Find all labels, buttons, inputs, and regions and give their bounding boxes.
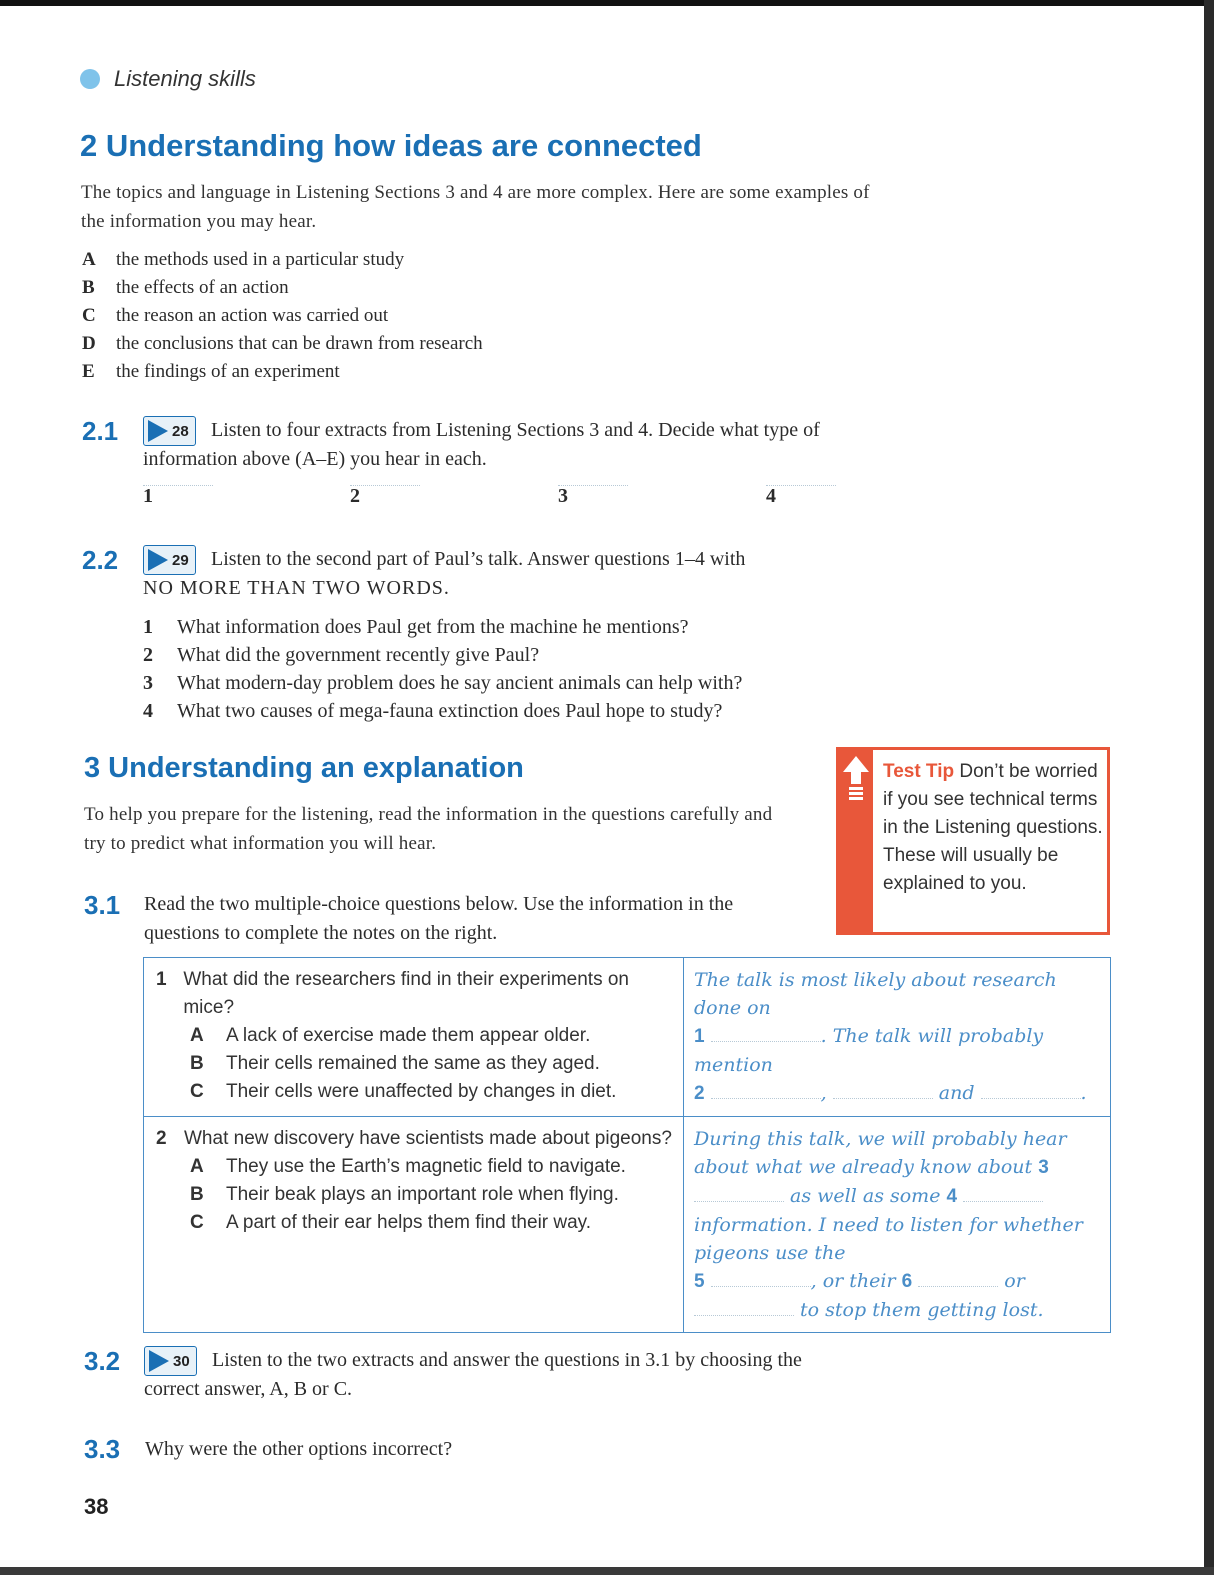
play-icon bbox=[148, 549, 168, 571]
list-item: C the reason an action was carried out bbox=[82, 305, 389, 326]
option-a[interactable]: A They use the Earth’s magnetic field to navigate. bbox=[190, 1156, 626, 1177]
blank-6b[interactable] bbox=[694, 1315, 794, 1316]
table-row bbox=[144, 1117, 1111, 1333]
notes-table bbox=[143, 957, 1111, 1333]
exercise-3-1-number: 3.1 bbox=[84, 890, 121, 920]
blank-2a[interactable] bbox=[711, 1098, 821, 1099]
exercise-3-2-number: 3.2 bbox=[84, 1346, 121, 1376]
list-item: E the findings of an experiment bbox=[82, 361, 340, 382]
lightbulb-arrow-icon bbox=[839, 750, 873, 820]
list-item: 3 What modern-day problem does he say ancient animals can help with? bbox=[143, 672, 743, 694]
notes-cell: During this talk, we will probably hear about what we already know about 3 as well as some 4 information. I need to listen for whether pigeons use the 5 , or their 6 or to stop them getting lost. bbox=[684, 1117, 1111, 1333]
list-item: B the effects of an action bbox=[82, 277, 289, 298]
top-edge bbox=[0, 0, 1214, 6]
blank-4[interactable] bbox=[963, 1201, 1043, 1202]
test-tip-text: Test Tip Don’t be worried if you see technical terms in the Listening questions. These will usually be explained to you. bbox=[883, 761, 1103, 894]
exercise-2-2-questions bbox=[143, 613, 742, 725]
list-item: 2 What did the government recently give Paul? bbox=[143, 644, 540, 666]
option-c[interactable]: C A part of their ear helps them find their way. bbox=[190, 1212, 592, 1233]
exercise-2-2-number: 2.2 bbox=[82, 545, 119, 575]
blank-5[interactable] bbox=[711, 1286, 811, 1287]
list-item: 1 What information does Paul get from the machine he mentions? bbox=[143, 616, 689, 638]
list-item: D the conclusions that can be drawn from research bbox=[82, 333, 483, 354]
section-label bbox=[80, 66, 256, 92]
audio-track-28-button[interactable]: 28 bbox=[143, 416, 196, 446]
test-tip-box bbox=[836, 747, 1110, 935]
bottom-edge bbox=[0, 1567, 1214, 1575]
table-row bbox=[144, 958, 1111, 1117]
bullet-dot-icon bbox=[80, 69, 100, 89]
audio-track-30-button[interactable]: 30 bbox=[144, 1346, 197, 1376]
question-cell: 1 What did the researchers find in their experiments on mice? A A lack of exercise made them appear older. B Their cells remained the same as they aged. C Their cells were unaffected by changes in diet. bbox=[144, 958, 684, 1117]
info-options-list bbox=[82, 246, 483, 386]
exercise-2-2-instructions-line1: Listen to the second part of Paul’s talk. Answer questions 1–4 with bbox=[211, 548, 746, 570]
question-cell: 2 What new discovery have scientists made about pigeons? A They use the Earth’s magnetic field to navigate. B Their beak plays an important role when flying. C A part of their ear helps them find their way. bbox=[144, 1117, 684, 1333]
option-a[interactable]: A A lack of exercise made them appear older. bbox=[190, 1025, 591, 1046]
section-2-intro: The topics and language in Listening Sections 3 and 4 are more complex. Here are some examples of the information you may hear. bbox=[81, 182, 870, 232]
option-c[interactable]: C Their cells were unaffected by changes in diet. bbox=[190, 1081, 617, 1102]
list-item: A the methods used in a particular study bbox=[82, 249, 405, 270]
exercise-3-3-number: 3.3 bbox=[84, 1434, 121, 1464]
tip-stripe bbox=[839, 750, 873, 932]
exercise-2-1-number: 2.1 bbox=[82, 416, 119, 446]
page-number: 38 bbox=[84, 1494, 109, 1519]
exercise-3-1-instructions: Read the two multiple-choice questions below. Use the information in the questions to complete the notes on the right. bbox=[144, 893, 734, 944]
section-3-title: 3 Understanding an explanation bbox=[84, 752, 524, 784]
blank-2b[interactable] bbox=[833, 1098, 933, 1099]
audio-track-29-button[interactable]: 29 bbox=[143, 545, 196, 575]
blank-2c[interactable] bbox=[981, 1098, 1081, 1099]
blank-3[interactable] bbox=[694, 1201, 784, 1202]
exercise-2-2-instructions-line2: NO MORE THAN TWO WORDS. bbox=[143, 577, 450, 599]
section-2-title: 2 Understanding how ideas are connected bbox=[80, 128, 702, 163]
right-edge bbox=[1204, 0, 1214, 1575]
notes-cell: The talk is most likely about research done on 1 . The talk will probably mention 2 , and . bbox=[684, 958, 1111, 1117]
blank-6a[interactable] bbox=[918, 1286, 998, 1287]
exercise-3-2-instructions: Listen to the two extracts and answer the questions in 3.1 by choosing the correct answer, A, B or C. bbox=[144, 1349, 802, 1400]
list-item: 4 What two causes of mega-fauna extinction does Paul hope to study? bbox=[143, 700, 723, 722]
option-b[interactable]: B Their cells remained the same as they aged. bbox=[190, 1053, 600, 1074]
blank-1[interactable] bbox=[711, 1041, 821, 1042]
section-label-text: Listening skills bbox=[114, 66, 256, 91]
exercise-3-3-question: Why were the other options incorrect? bbox=[145, 1438, 453, 1460]
option-b[interactable]: B Their beak plays an important role when flying. bbox=[190, 1184, 619, 1205]
section-3-intro: To help you prepare for the listening, read the information in the questions carefully and try to predict what information you will hear. bbox=[84, 804, 773, 854]
test-tip-label: Test Tip bbox=[883, 761, 955, 782]
exercise-2-1-instructions: Listen to four extracts from Listening Sections 3 and 4. Decide what type of information above (A–E) you hear in each. bbox=[143, 419, 820, 470]
